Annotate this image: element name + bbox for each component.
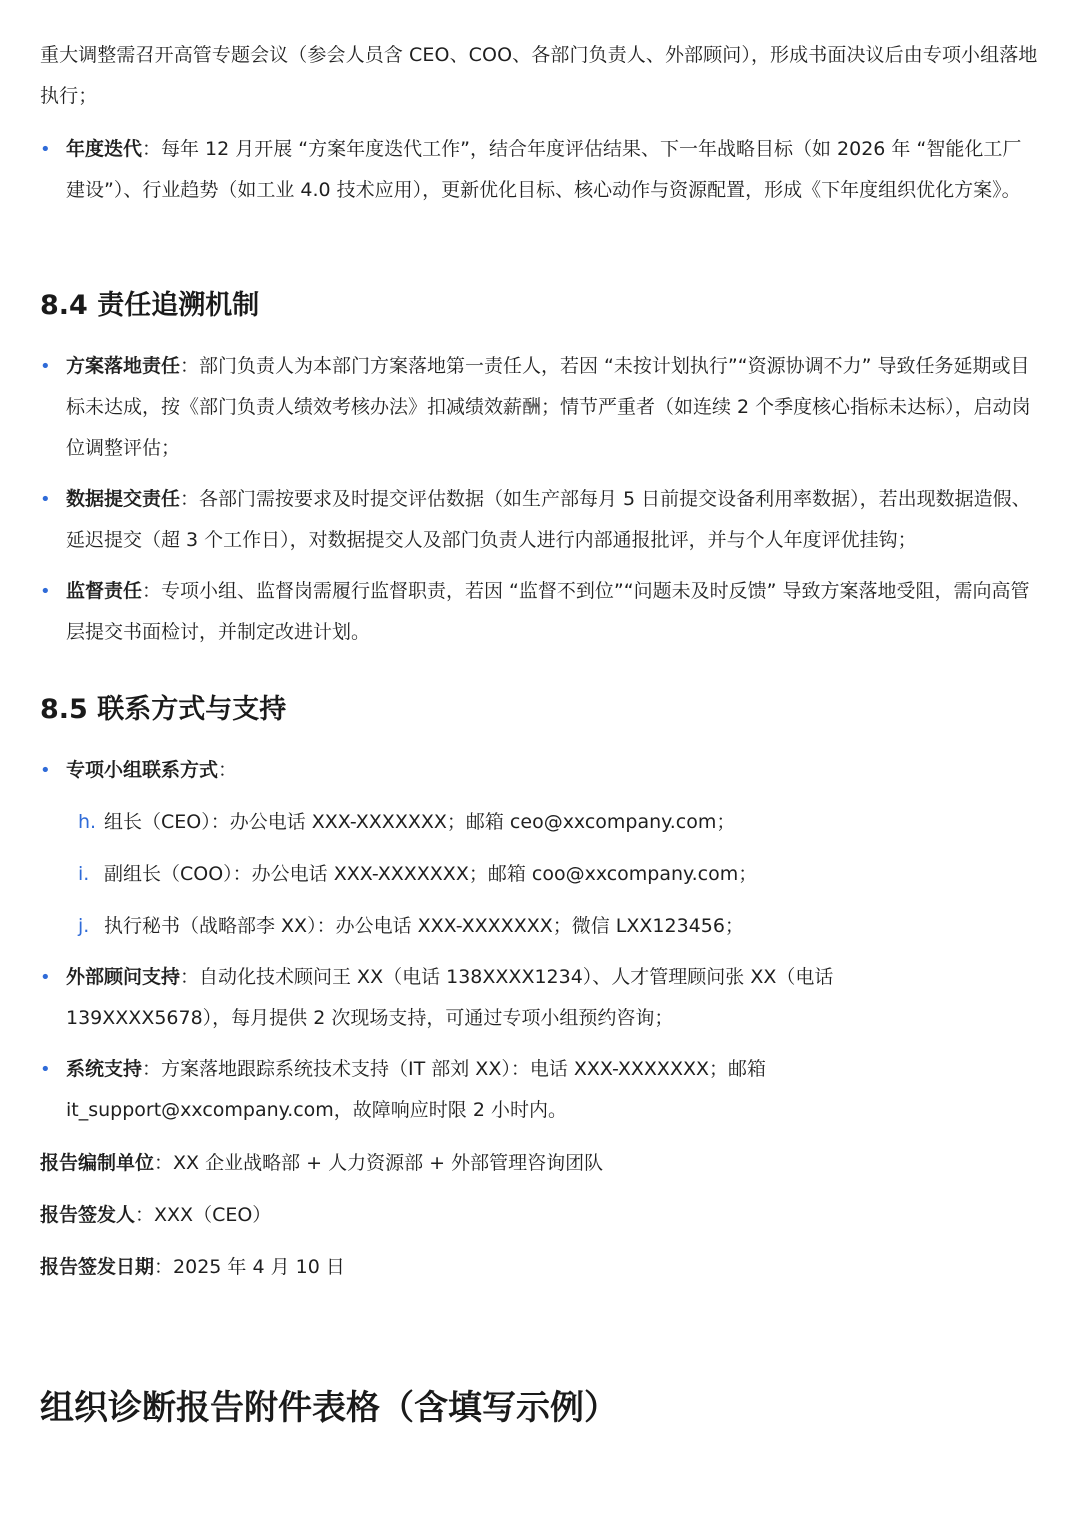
bullet-icon: • [40,967,51,988]
bullet-icon: • [40,1059,51,1080]
support-list [40,957,1040,1131]
item-label: 监督责任 [66,580,143,602]
bullet-icon: • [40,356,51,377]
meta-label: 报告签发人 [40,1204,136,1226]
annual-iteration-list [40,129,1040,211]
meta-label: 报告签发日期 [40,1256,155,1278]
bullet-icon: • [40,760,51,781]
item-text: ：自动化技术顾问王 XX（电话 138XXXX1234）、人才管理顾问张 XX（电话 [180,966,834,988]
bullet-icon: • [40,489,51,510]
meta-value: ：2025 年 4 月 10 日 [154,1256,345,1278]
item-label: 外部顾问支持 [66,966,181,988]
meta-value: ：XXX（CEO） [135,1204,272,1226]
item-label: 方案落地责任 [66,355,181,377]
report-issuer-line [40,1195,271,1236]
contact-text: 组长（CEO）：办公电话 XXX-XXXXXXX；邮箱 ceo@xxcompany.com； [104,811,736,833]
item-text: ： [218,759,238,781]
contact-item [78,906,1078,947]
appendix-title: 组织诊断报告附件表格（含填写示例） [40,1388,618,1428]
section-heading-8-5: 8.5 联系方式与支持 [40,694,287,725]
list-item [40,1049,1040,1131]
item-text: ：方案落地跟踪系统技术支持（IT 部刘 XX）：电话 XXX-XXXXXXX；邮箱 [142,1058,767,1080]
list-item [40,346,1040,469]
item-text: ：每年 12 月开展 “方案年度迭代工作”，结合年度评估结果、下一年战略目标（如 2026 年 “智能化工厂建设”）、行业趋势（如工业 4.0 技术应用），更新优化目标、核心动作与资源配置，形成《下年度组织优化方案》。 [66,138,1022,201]
list-item [40,957,1040,1039]
sublist-marker: i. [78,863,90,885]
section-heading-8-4: 8.4 责任追溯机制 [40,290,260,321]
intro-paragraph: 重大调整需召开高管专题会议（参会人员含 CEO、COO、各部门负责人、外部顾问），形成书面决议后由专项小组落地执行； [40,44,1038,107]
contact-group-list [40,750,1040,791]
report-compiler-line [40,1143,603,1184]
item-label: 数据提交责任 [66,488,181,510]
sublist-marker: h. [78,811,97,833]
report-date-line [40,1247,345,1288]
list-item [40,750,1040,791]
item-text-continued: it_support@xxcompany.com，故障响应时限 2 小时内。 [66,1099,567,1121]
item-text-continued: 139XXXX5678），每月提供 2 次现场支持，可通过专项小组预约咨询； [66,1007,674,1029]
responsibility-list [40,346,1040,653]
sublist-marker: j. [78,915,90,937]
contact-text: 执行秘书（战略部李 XX）：办公电话 XXX-XXXXXXX；微信 LXX123456； [104,915,744,937]
item-label: 专项小组联系方式 [66,759,219,781]
list-item [40,129,1040,211]
contact-item [78,854,1078,895]
contact-item [78,802,1078,843]
item-text: ：部门负责人为本部门方案落地第一责任人，若因 “未按计划执行”“资源协调不力” 导致任务延期或目标未达成，按《部门负责人绩效考核办法》扣减绩效薪酬；情节严重者（如连续 2 个季度核心指标未达标），启动岗位调整评估； [66,355,1031,459]
list-item [40,571,1040,653]
item-label: 系统支持 [66,1058,143,1080]
list-item [40,479,1040,561]
bullet-icon: • [40,581,51,602]
meta-value: ：XX 企业战略部 + 人力资源部 + 外部管理咨询团队 [154,1152,604,1174]
bullet-icon: • [40,139,51,160]
contact-text: 副组长（COO）：办公电话 XXX-XXXXXXX；邮箱 coo@xxcompany.com； [104,863,758,885]
item-label: 年度迭代 [66,138,143,160]
item-text: ：专项小组、监督岗需履行监督职责，若因 “监督不到位”“问题未及时反馈” 导致方案落地受阻，需向高管层提交书面检讨，并制定改进计划。 [66,580,1030,643]
meta-label: 报告编制单位 [40,1152,155,1174]
contact-sublist [40,802,1078,947]
item-text: ：各部门需按要求及时提交评估数据（如生产部每月 5 日前提交设备利用率数据），若出现数据造假、延迟提交（超 3 个工作日），对数据提交人及部门负责人进行内部通报批评，并与个人年度评优挂钩； [66,488,1031,551]
